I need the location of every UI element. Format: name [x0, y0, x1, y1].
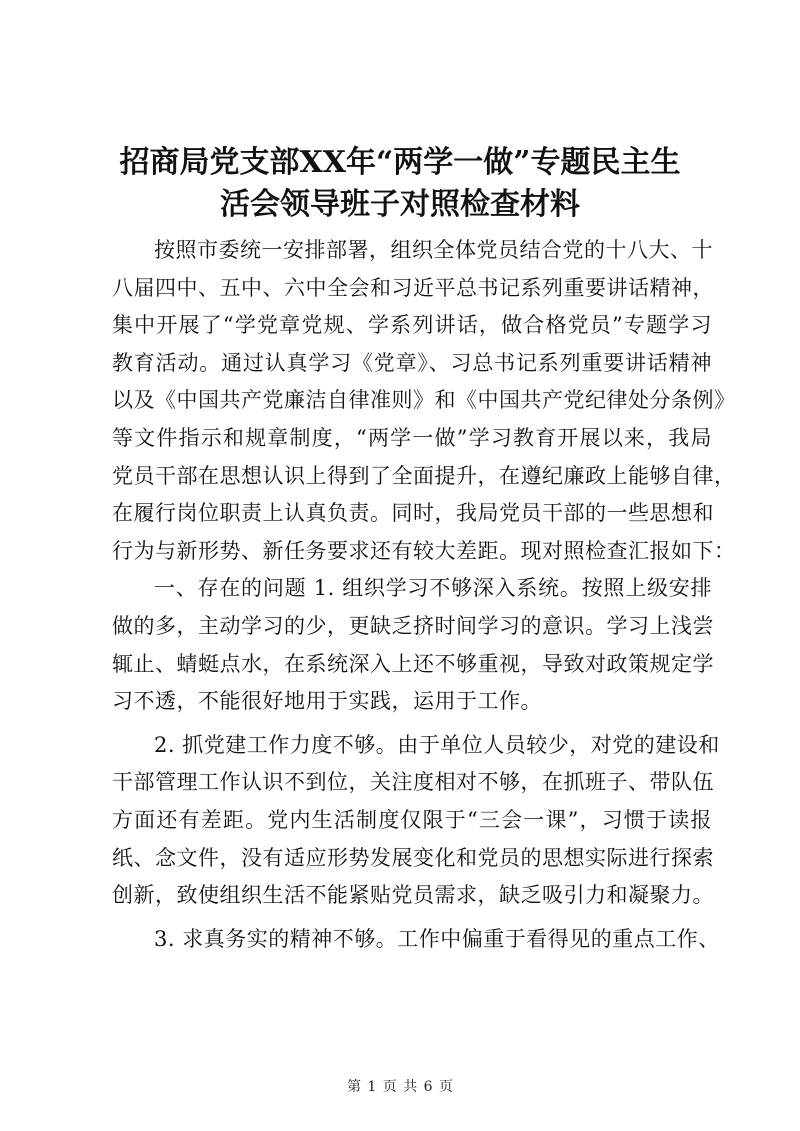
paragraph-line: 一、存在的问题 1. 组织学习不够深入系统。按照上级安排 [154, 576, 712, 601]
title-line-2: 活会领导班子对照检查材料 [220, 187, 580, 222]
paragraph-line: 创新，致使组织生活不能紧贴党员需求，缺乏吸引力和凝聚力。 [112, 883, 714, 908]
paragraph-line: 习不透，不能很好地用于实践，运用于工作。 [112, 689, 542, 714]
paragraph-line: 2. 抓党建工作力度不够。由于单位人员较少，对党的建设和 [154, 732, 720, 757]
paragraph-line: 按照市委统一安排部署，组织全体党员结合党的十八大、十 [154, 238, 713, 262]
title-line-1: 招商局党支部XX年“两学一做”专题民主生 [119, 145, 681, 180]
document-title [80, 142, 720, 226]
paragraph-line: 行为与新形势、新任务要求还有较大差距。现对照检查汇报如下： [112, 538, 736, 563]
paragraph-line: 集中开展了“学党章党规、学系列讲话，做合格党员”专题学习 [112, 313, 712, 338]
paragraph-line: 八届四中、五中、六中全会和习近平总书记系列重要讲话精神， [112, 275, 714, 300]
paragraph-line: 党员干部在思想认识上得到了全面提升，在遵纪廉政上能够自律， [112, 463, 736, 488]
paragraph-line: 方面还有差距。党内生活制度仅限于“三会一课”，习惯于读报 [112, 807, 712, 832]
paragraph-problem-3 [112, 921, 720, 959]
paragraph-line: 干部管理工作认识不到位，关注度相对不够，在抓班子、带队伍 [112, 770, 714, 795]
document-body [112, 232, 736, 958]
paragraph-line: 纸、念文件，没有适应形势发展变化和党员的思想实际进行探索 [112, 845, 714, 870]
paragraph-intro [112, 232, 736, 570]
page-footer: 第 1 页 共 6 页 [346, 1079, 454, 1095]
paragraph-line: 在履行岗位职责上认真负责。同时，我局党员干部的一些思想和 [112, 501, 714, 526]
paragraph-line: 等文件指示和规章制度，“两学一做”学习教育开展以来，我局 [112, 425, 712, 450]
paragraph-line: 做的多，主动学习的少，更缺乏挤时间学习的意识。学习上浅尝 [112, 613, 714, 638]
paragraph-line: 3. 求真务实的精神不够。工作中偏重于看得见的重点工作、 [154, 926, 720, 951]
paragraph-problem-1 [112, 570, 712, 720]
paragraph-line: 辄止、蜻蜓点水，在系统深入上还不够重视，导致对政策规定学 [112, 651, 714, 676]
paragraph-line: 以及《中国共产党廉洁自律准则》和《中国共产党纪律处分条例》 [112, 388, 736, 413]
paragraph-problem-2 [112, 727, 720, 915]
paragraph-line: 教育活动。通过认真学习《党章》、习总书记系列重要讲话精神 [112, 350, 712, 375]
